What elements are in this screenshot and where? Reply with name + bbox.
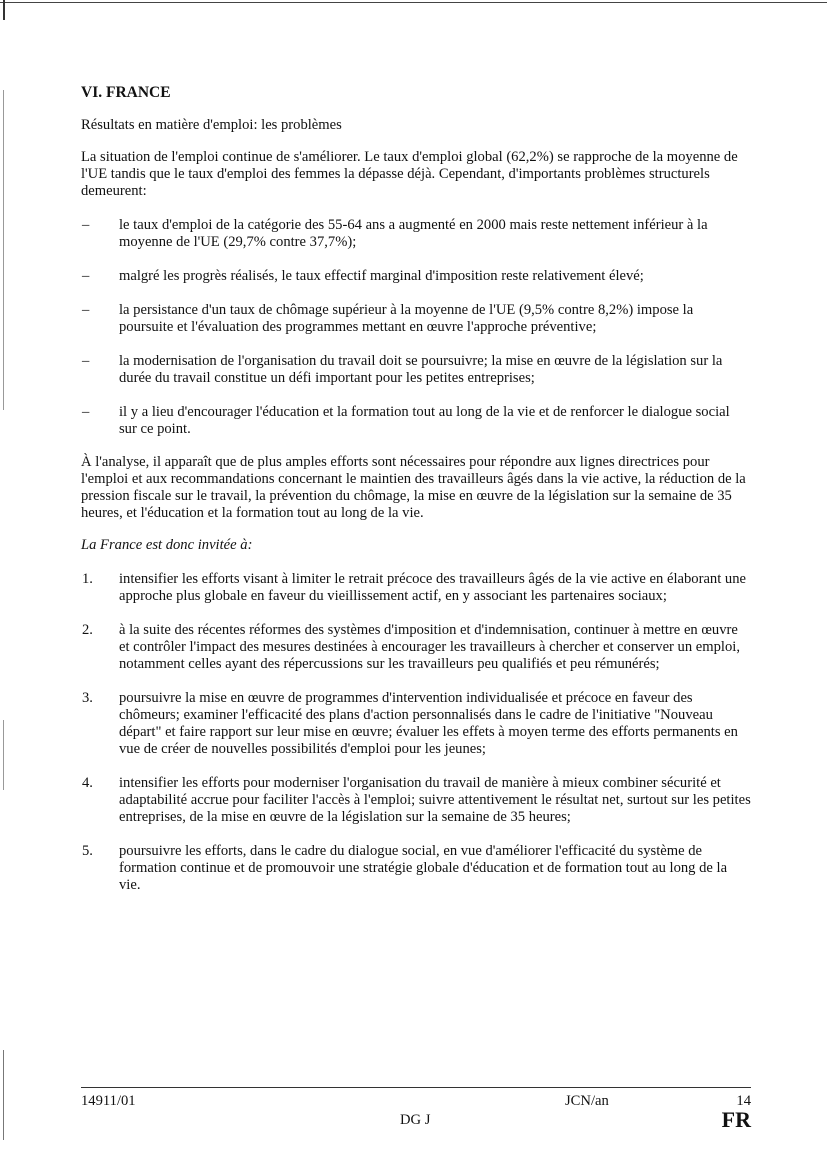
recommendation-text: intensifier les efforts visant à limiter le retrait précoce des travailleurs âgés de la vie active en élaborant une approche plus globale en faveur du vieillissement actif, en y associant les partenaires sociaux; [119,571,746,604]
recommendation-number: 3. [82,690,93,706]
recommendation-text: poursuivre la mise en œuvre de programmes d'intervention individualisée et précoce en faveur des chômeurs; examiner l'efficacité des plans d'action personnalisés dans le cadre de l'initiative "Nouveau départ" et faire rapport sur leur mise en œuvre; évaluer les effets à moyen terme des efforts permanents en vue de créer de nouvelles possibilités d'emploi pour les jeunes; [119,690,738,757]
scan-mark [3,720,4,790]
recommendation-item [81,690,751,758]
list-item: – la modernisation de l'organisation du travail doit se poursuivre; la mise en œuvre de la législation sur la durée du travail constitue un défi important pour les petites entreprises; [81,353,751,387]
recommendation-number: 1. [82,571,93,587]
recommendation-number: 2. [82,622,93,638]
list-item: – malgré les progrès réalisés, le taux effectif marginal d'imposition reste relativement élevé; [81,268,751,285]
recommendation-item [81,571,751,605]
recommendation-number: 5. [82,843,93,859]
recommendation-item [81,775,751,826]
list-item: – il y a lieu d'encourager l'éducation et la formation tout au long de la vie et de renforcer le dialogue social sur ce point. [81,404,751,438]
scan-mark [3,1050,4,1140]
invitation-heading: La France est donc invitée à: [81,537,253,553]
list-item: – le taux d'emploi de la catégorie des 55-64 ans a augmenté en 2000 mais reste nettement inférieur à la moyenne de l'UE (29,7% contre 37,7%); [81,217,751,251]
footer-language-code: FR [721,1107,751,1132]
intro-paragraph: La situation de l'emploi continue de s'améliorer. Le taux d'emploi global (62,2%) se rapproche de la moyenne de l'UE tandis que le taux d'emploi des femmes la dépasse déjà. Cependant, d'importants problèmes structurels demeurent: [81,149,738,199]
recommendations-list [81,571,751,894]
scan-mark [3,0,5,20]
scan-mark [3,90,4,410]
footer-reference: JCN/an [565,1093,609,1109]
footer-rule [81,1087,751,1088]
footer-directorate: DG J [400,1112,431,1128]
footer-page-number: 14 [736,1093,751,1109]
section-subtitle: Résultats en matière d'emploi: les problèmes [81,117,342,133]
conclusion-paragraph: À l'analyse, il apparaît que de plus amples efforts sont nécessaires pour répondre aux lignes directrices pour l'emploi et aux recommandations concernant le maintien des travailleurs âgés dans la vie active, la réduction de la pression fiscale sur le travail, la prévention du chômage, la mise en œuvre de la législation sur la semaine de 35 heures, et l'éducation et la formation tout au long de la vie. [81,454,746,521]
section-title: VI. FRANCE [81,84,171,101]
list-item: – la persistance d'un taux de chômage supérieur à la moyenne de l'UE (9,5% contre 8,2%) impose la poursuite et l'évaluation des programmes mettant en œuvre l'approche préventive; [81,302,751,336]
footer-doc-number: 14911/01 [81,1093,136,1109]
recommendation-item [81,622,751,673]
top-rule [0,2,827,3]
recommendation-text: intensifier les efforts pour moderniser l'organisation du travail de manière à mieux combiner sécurité et adaptabilité accrue pour faciliter l'accès à l'emploi; suivre attentivement le résultat net, surtout sur les petites entreprises, de la mise en œuvre de la législation sur la semaine de 35 heures; [119,775,751,825]
document-body [81,84,751,911]
recommendation-text: à la suite des récentes réformes des systèmes d'imposition et d'indemnisation, continuer à mettre en œuvre et contrôler l'impact des mesures destinées à encourager les travailleurs à chercher et conserver un emploi, notamment celles ayant des répercussions sur les travailleurs peu qualifiés et peu rémunérés; [119,622,740,672]
recommendation-number: 4. [82,775,93,791]
problems-list [81,217,751,438]
recommendation-item [81,843,751,894]
recommendation-text: poursuivre les efforts, dans le cadre du dialogue social, en vue d'améliorer l'efficacité du système de formation continue et de promouvoir une stratégie globale d'éducation et de formation tout au long de la vie. [119,843,728,893]
